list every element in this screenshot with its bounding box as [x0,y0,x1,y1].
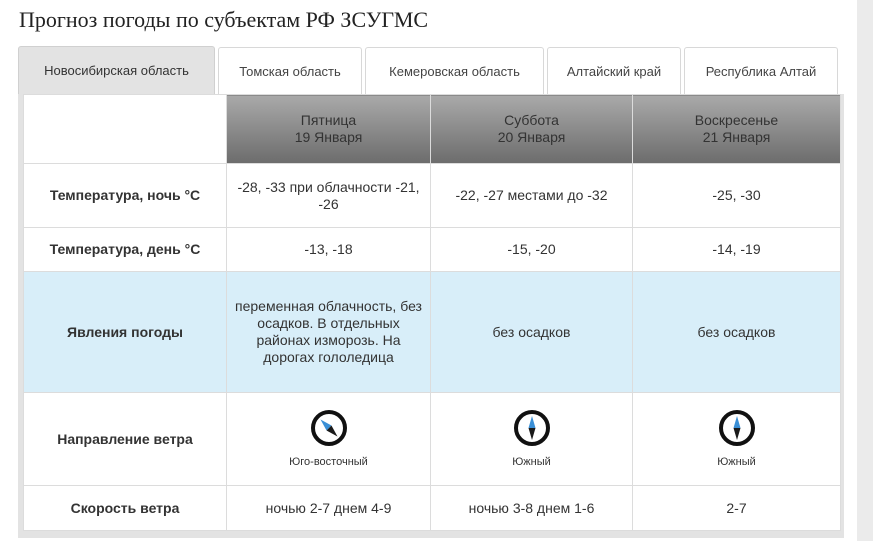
day-header-saturday [431,95,633,164]
page-scroll-gutter [857,0,873,541]
wind-direction-cell [227,393,431,486]
wind-direction-label: Южный [512,455,551,468]
wind-direction-cell [633,393,841,486]
wind-direction-label: Юго-восточный [289,455,368,468]
temp-day-value: -14, -19 [633,228,841,272]
tab-novosibirsk[interactable]: Новосибирская область [18,46,215,94]
day-header-friday [227,95,431,164]
temp-night-value: -28, -33 при облачности -21, -26 [227,164,431,228]
table-row [24,228,841,272]
tab-tomsk[interactable]: Томская область [218,47,362,94]
day-weekday: Суббота [504,112,559,128]
tab-altai-krai[interactable]: Алтайский край [547,47,681,94]
day-weekday: Воскресенье [694,112,779,128]
temp-night-value: -25, -30 [633,164,841,228]
row-label-temp-night: Температура, ночь °С [24,164,227,228]
page-title: Прогноз погоды по субъектам РФ ЗСУГМС [19,7,429,32]
header-row [24,95,841,164]
day-date: 20 Января [497,129,566,145]
table-row [24,393,841,486]
temp-day-value: -13, -18 [227,228,431,272]
table-row [24,164,841,228]
temp-night-value: -22, -27 местами до -32 [431,164,633,228]
wind-speed-value: ночью 3-8 днем 1-6 [431,486,633,531]
compass-southeast-icon [309,408,349,448]
phenomena-value: без осадков [633,272,841,393]
wind-speed-value: 2-7 [633,486,841,531]
table-row [24,486,841,531]
wind-speed-value: ночью 2-7 днем 4-9 [227,486,431,531]
day-header-sunday [633,95,841,164]
phenomena-value: без осадков [431,272,633,393]
row-label-temp-day: Температура, день °С [24,228,227,272]
forecast-table [23,94,841,531]
tab-altai-republic[interactable]: Республика Алтай [684,47,838,94]
day-weekday: Пятница [300,112,357,128]
forecast-panel [18,94,844,538]
row-label-wind-direction: Направление ветра [24,393,227,486]
day-date: 19 Января [294,129,363,145]
day-date: 21 Января [702,129,771,145]
wind-direction-label: Южный [717,455,756,468]
tab-kemerovo[interactable]: Кемеровская область [365,47,544,94]
phenomena-value: переменная облачность, без осадков. В отдельных районах изморозь. На дорогах гололедица [227,272,431,393]
header-corner [24,95,227,164]
compass-south-icon [717,408,757,448]
compass-south-icon [512,408,552,448]
region-tabs [18,46,838,94]
table-row [24,272,841,393]
temp-day-value: -15, -20 [431,228,633,272]
wind-direction-cell [431,393,633,486]
row-label-phenomena: Явления погоды [24,272,227,393]
row-label-wind-speed: Скорость ветра [24,486,227,531]
